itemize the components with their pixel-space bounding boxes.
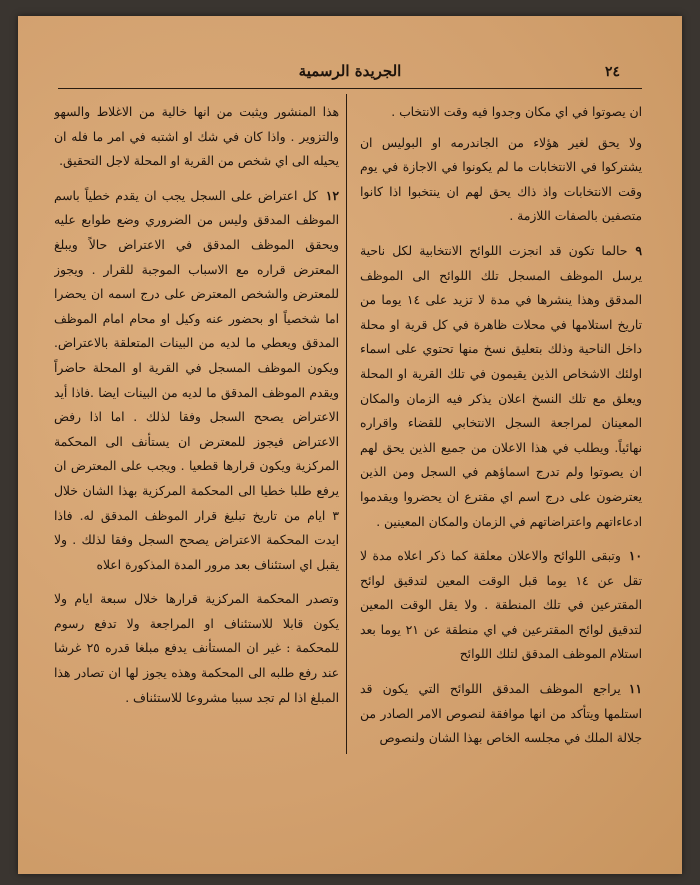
article-9 [360, 239, 642, 534]
right-column [360, 100, 642, 760]
article-number: ١٠ [628, 548, 642, 564]
paragraph-text: ولا يحق لغير هؤلاء من الجاندرمه او البوليس ان يشتركوا في الانتخابات ما لم يكونوا في الاجازة في يوم وقت الانتخابات واذ ذاك يحق لهم ان ينتخبوا اذا كانوا متصفين بالصفات اللازمة . [360, 135, 642, 224]
article-11 [360, 677, 642, 751]
paragraph-text: وتبقى اللوائح والاعلان معلقة كما ذكر اعلاه مدة لا تقل عن ١٤ يوما قبل الوقت المعين لتدقيق لوائح المقترعين في تلك المنطقة . ولا يقل الوقت المعين لتدقيق لوائح المقترعين في اي منطقة عن ٢١ يوما بعد استلام الموظف المدقق لتلك اللوائح [360, 549, 642, 662]
article-10 [360, 544, 642, 667]
article-12 [54, 184, 339, 578]
paragraph-text: حالما تكون قد انجزت اللوائح الانتخابية لكل ناحية يرسل الموظف المسجل تلك اللوائح الى الموظف المدقق وهذا ينشرها في مدة لا تزيد على ١٤ يوما من تاريخ استلامها في محلات ظاهرة في كل قرية او محلة داخل الناحية وذلك بتعليق نسخ منها تحتوي على اسماء اولئك الاشخاص الذين يقيمون في تلك القرية او المحلة ويعلق مع تلك النسخ اعلان يذكر فيه الزمان والمكان المعينان لمراجعة السجل الانتخابي للقضاء واقراره نهائياً. ويطلب في هذا الاعلان من جميع الذين يحق لهم ان يصوتوا ولم تدرج اسماؤهم في السجل ومن الذين يعترضون على درج اسم اي مقترع ان يحضروا ويقدموا ادعاءاتهم واعتراضاتهم في الزمان والمكان المعينين . [360, 243, 642, 529]
paragraph [54, 100, 339, 174]
article-number: ٩ [635, 242, 642, 258]
paragraph-text: وتصدر المحكمة المركزية قرارها خلال سبعة ايام ولا يكون قابلا للاستئناف او المراجعة ولا تدفع رسوم للمحكمة : غير ان المستأنف يدفع مبلغا قدره ٢٥ غرشا عند رفع طلبه الى المحكمة وهذه يجوز لها ان تصادر هذا المبلغ اذا لم تجد سببا مشروعا للاستئناف . [54, 592, 339, 705]
page-number: ٢٤ [604, 64, 620, 80]
document-page [18, 16, 682, 874]
newspaper-title: الجريدة الرسمية [298, 62, 402, 80]
page-header [58, 54, 642, 89]
article-number: ١١ [628, 681, 642, 697]
paragraph [54, 587, 339, 710]
left-column [54, 100, 339, 760]
paragraph [360, 131, 642, 229]
column-divider [346, 94, 347, 754]
paragraph-text: هذا المنشور ويثبت من انها خالية من الاغلاط والسهو والتزوير . واذا كان في شك او اشتبه في امر ما فله ان يحيله الى اي شخص من القرية او المحلة لاجل التحقيق. [54, 105, 339, 169]
paragraph-text: كل اعتراض على السجل يجب ان يقدم خطياً باسم الموظف المدقق وليس من الضروري وضع طوابع عليه ويحقق الموظف المدقق في الاعتراض حالاً ويبلغ المعترض قراره مع الاسباب الموجبة للقرار . ويجوز للمعترض والشخص المعترض على درج اسمه ان يحضرا اما شخصياً او بحضور عنه وكيل او محام امام الموظف المدقق ويعطي ما لديه من البينات المتعلقة بالاعتراض. ويكون الموظف المسجل في القرية او المحلة حاضراً ويقدم الموظف المدقق ما لديه من البينات ايضا .فاذا أيد الاعتراض يصحح السجل وفقا لذلك . اما اذا رفض الاعتراض فيجوز للمعترض ان يستأنف الى المحكمة المركزية ويكون قرارها قطعيا . ويجب على المعترض ان يرفع طلبا خطيا الى المحكمة المركزية بهذا الشان خلال ٣ ايام من تاريخ تبليغ قرار الموظف المدقق له. فاذا ايدت المحكمة الاعتراض يصحح السجل وفقا لذلك . ولا يقبل اي استئناف بعد مرور المدة المذكورة اعلاه [54, 188, 339, 572]
paragraph [360, 100, 642, 125]
paragraph-text: يراجع الموظف المدقق اللوائح التي يكون قد استلمها ويتأكد من انها موافقة لنصوص الامر الصادر من جلالة الملك في مجلسه الخاص بهذا الشان ولنصوص [360, 682, 642, 746]
article-number: ١٢ [325, 187, 339, 203]
paragraph-text: ان يصوتوا في اي مكان وجدوا فيه وقت الانتخاب . [391, 105, 642, 119]
